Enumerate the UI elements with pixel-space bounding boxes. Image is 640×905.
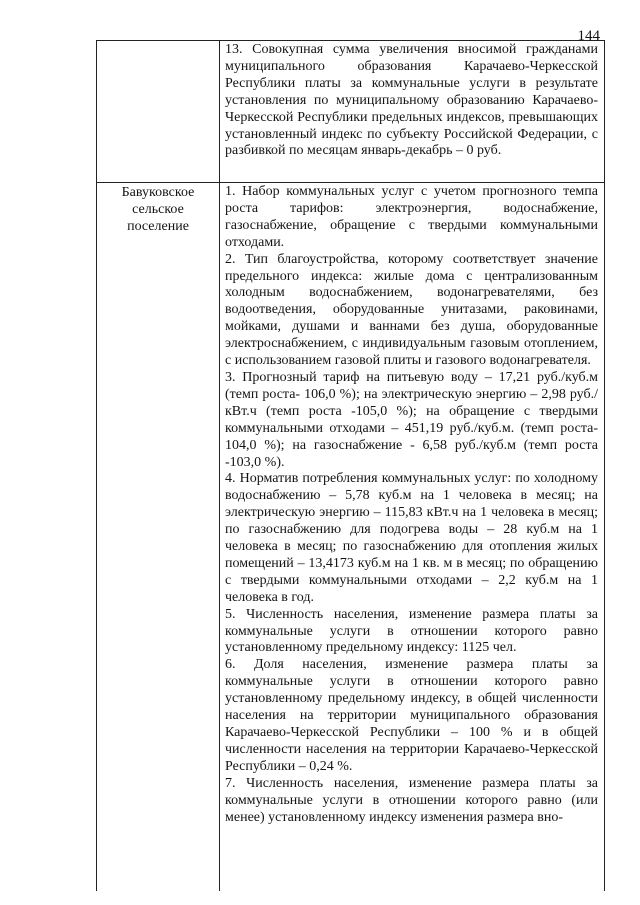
previous-row-content bbox=[225, 42, 598, 160]
item-4: 4. Норматив потребления коммунальных услуг: по холодному водоснабжению – 5,78 куб.м на 1 человека в месяц; на электрическую энергию – 115,83 кВт.ч на 1 человека в месяц; по газоснабжению для подогрева воды – 28 куб.м на 1 человека в месяц; по газоснабжению для отопления жилых помещений – 13,4173 куб.м на 1 кв. м в месяц; по обращению с твердыми коммунальными отходами – 2,2 куб.м на 1 человека в год. bbox=[225, 471, 598, 605]
item-5: 5. Численность населения, изменение размера платы за коммунальные услуги в отношении которого равно установленному предельному индексу: 1125 чел. bbox=[225, 606, 598, 656]
row-divider bbox=[97, 182, 604, 183]
item-7: 7. Численность населения, изменение размера платы за коммунальные услуги в отношении которого равно (или менее) установленному индексу изменения размера вно- bbox=[225, 775, 598, 825]
item-6: 6. Доля населения, изменение размера платы за коммунальные услуги в отношении которого равно установленному предельному индексу, в общей численности населения на территории муниципального образования Карачаево-Черкесской Республики – 100 % и в общей численности населения на территории Карачаево-Черкесской Республики – 0,24 %. bbox=[225, 657, 598, 774]
item-1: 1. Набор коммунальных услуг с учетом прогнозного темпа роста тарифов: электроэнергия, водоснабжение, газоснабжение, обращение с твердыми коммунальными отходами. bbox=[225, 184, 598, 250]
document-table bbox=[96, 40, 605, 891]
settlement-content bbox=[225, 184, 598, 826]
item-3: 3. Прогнозный тариф на питьевую воду – 17,21 руб./куб.м (темп роста- 106,0 %); на электрическую энергию – 2,98 руб./кВт.ч (темп роста -105,0 %); на обращение с твердыми коммунальными отходами – 451,19 руб./куб.м. (темп роста- 104,0 %); на газоснабжение - 6,58 руб./куб.м (темп роста -103,0 %). bbox=[225, 369, 598, 470]
settlement-name: Бавуковское сельское поселение bbox=[121, 185, 195, 234]
column-divider bbox=[219, 41, 220, 891]
item-2: 2. Тип благоустройства, которому соответствует значение предельного индекса: жилые дома с централизованным холодным водоснабжением, водонагревателями, без водоотведения, оборудованные унитазами, раковинами, мойками, душами и ваннами без душа, оборудованные электроснабжением, с индивидуальным газовым отоплением, с использованием газовой плиты и газового водонагревателя. bbox=[225, 251, 598, 369]
page-number: 144 bbox=[577, 28, 600, 44]
item-13: 13. Совокупная сумма увеличения вносимой гражданами муниципального образования Карачаево-Черкесской Республики платы за коммунальные услуги в результате установления по муниципальному образованию Карачаево-Черкесской Республики предельных индексов, превышающих установленный индекс по субъекту Российской Федерации, с разбивкой по месяцам январь-декабрь – 0 руб. bbox=[225, 42, 598, 159]
